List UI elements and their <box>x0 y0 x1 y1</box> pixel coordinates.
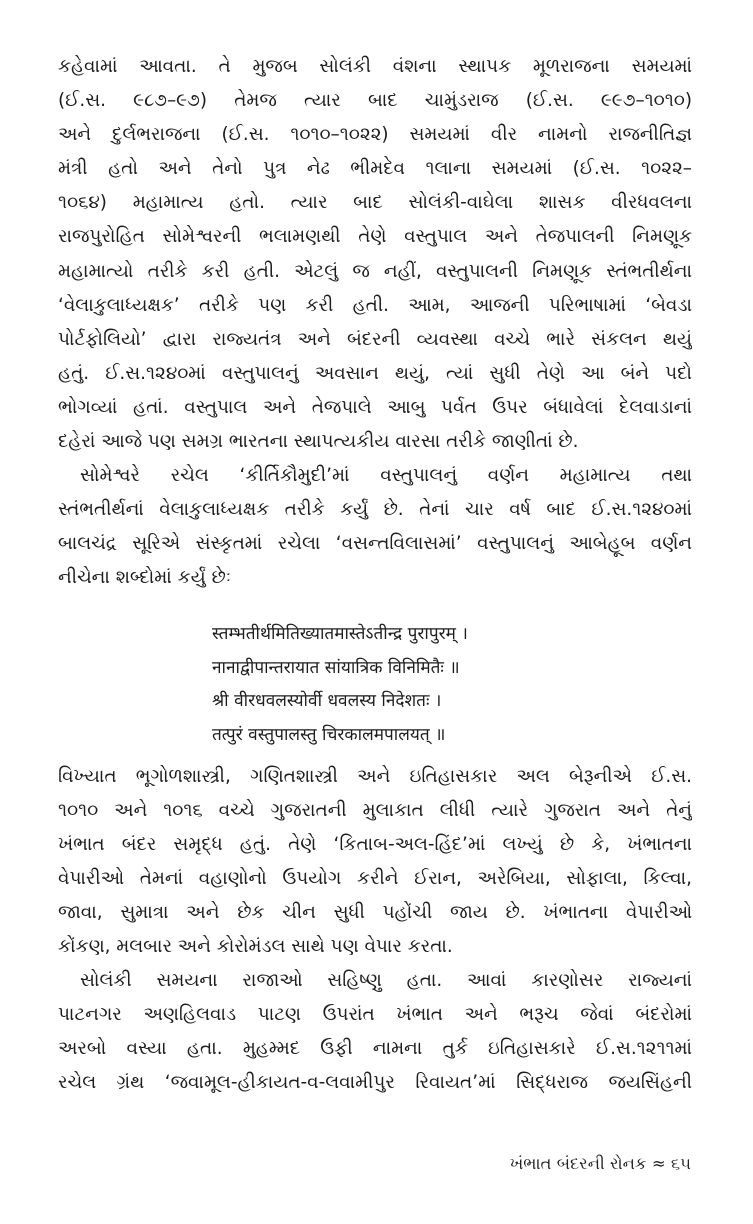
text-line: વેપારીઓ તેમનાં વહાણોનો ઉપયોગ કરીને ઈરાન, અરેબિયા, સોફાલા, કિલ્વા, <box>58 868 692 890</box>
text-line: મહામાત્યો તરીકે કરી હતી. એટલું જ નહીં, વસ્તુપાલની નિમણૂક સ્તંભતીર્થના <box>58 260 692 282</box>
text-line: ભોગવ્યાં હતાં. વસ્તુપાલ અને તેજપાલે આબુ પર્વત ઉપર બંધાવેલાં દેલવાડાનાં <box>58 396 692 418</box>
verse-line: तत्पुरं वस्तुपालस्तु चिरकालमपालयत् ॥ <box>212 724 446 745</box>
text-line: રાજપુરોહિત સોમેશ્વરની ભલામણથી તેણે વસ્તુપાલ અને તેજપાલની નિમણૂક <box>58 226 692 248</box>
text-line: સ્તંભતીર્થનાં વેલાકુલાધ્યક્ષક તરીકે કર્યું છે. તેનાં ચાર વર્ષ બાદ ઈ.સ.૧૨૪૦માં <box>58 499 692 521</box>
text-line: જાવા, સુમાત્રા અને છેક ચીન સુધી પહોંચી જાય છે. ખંભાતના વેપારીઓ <box>58 902 692 924</box>
text-line: ૧૦૬૪) મહામાત્ય હતો. ત્યાર બાદ સોલંકી-વાઘેલા શાસક વીરધવલના <box>58 192 692 214</box>
page-number: ૬૫ <box>670 1154 691 1173</box>
paragraph-1 <box>58 50 692 459</box>
text-line: સોલંકી સમયના રાજાઓ સહિષ્ણુ હતા. આવાં કારણોસર રાજ્યનાં <box>80 970 692 991</box>
text-line: કોંકણ, મલબાર અને કોરોમંડલ સાથે પણ વેપાર કરતા. <box>58 936 453 958</box>
text-line: હતું. ઈ.સ.૧૨૪૦માં વસ્તુપાલનું અવસાન થયું, ત્યાં સુધી તેણે આ બંને પદો <box>58 362 692 384</box>
sanskrit-verse <box>212 618 532 752</box>
running-title: ખંભાત બંદરની રોનક <box>509 1154 647 1173</box>
text-line: સોમેશ્વરે રચેલ ‘કીર્તિકૌમુદી’માં વસ્તુપાલનું વર્ણન મહામાત્ય તથા <box>80 465 692 486</box>
text-line: ખંભાત બંદર સમૃદ્ધ હતું. તેણે ‘કિતાબ-અલ-હિંદ’માં લખ્યું છે કે, ખંભાતના <box>58 834 692 856</box>
text-line: ‘વેલાકુલાધ્યક્ષક’ તરીકે પણ કરી હતી. આમ, આજની પરિભાષામાં ‘બેવડા <box>58 294 692 316</box>
text-line: ૧૦૧૦ અને ૧૦૧૬ વચ્ચે ગુજરાતની મુલાકાત લીધી ત્યારે ગુજરાત અને તેનું <box>58 800 692 822</box>
verse-line: स्तम्भतीर्थमितिख्यातमास्तेऽतीन्द्र पुरापुरम् । <box>212 624 468 644</box>
text-line: નીચેના શબ્દોમાં કર્યું છેઃ <box>58 567 231 589</box>
text-line: પાટનગર અણહિલવાડ પાટણ ઉપરાંત ખંભાત અને ભરૂચ જેવાં બંદરોમાં <box>58 1004 692 1026</box>
paragraph-2 <box>58 459 692 595</box>
text-line: પોર્ટફોલિયો’ દ્વારા રાજ્યતંત્ર અને બંદરની વ્યવસ્થા વચ્ચે ભારે સંકલન થયું <box>58 328 692 350</box>
page-footer <box>510 1154 691 1174</box>
text-line: વિખ્યાત ભૂગોળશાસ્ત્રી, ગણિતશાસ્ત્રી અને ઇતિહાસકાર અલ બેરૂનીએ ઈ.સ. <box>58 766 692 787</box>
verse-line: श्री वीरधवलस्योर्वी धवलस्य निदेशतः । <box>212 691 442 711</box>
paragraph-3 <box>58 760 692 965</box>
text-line: અને દુર્લભરાજના (ઈ.સ. ૧૦૧૦–૧૦૨૨) સમયમાં વીર નામનો રાજનીતિજ્ઞ <box>58 124 692 146</box>
text-line: બાલચંદ્ર સૂરિએ સંસ્કૃતમાં રચેલા ‘વસન્તવિલાસમાં’ વસ્તુપાલનું આબેહૂબ વર્ણન <box>58 533 692 555</box>
paragraph-4 <box>58 964 692 1100</box>
text-line: મંત્રી હતો અને તેનો પુત્ર નેઢ ભીમદેવ ૧લાના સમયમાં (ઈ.સ. ૧૦૨૨– <box>58 158 692 180</box>
text-line: રચેલ ગ્રંથ ‘જવામૂલ-હીકાયત-વ-લવામીપુર રિવાયત’માં સિદ્ધરાજ જયસિંહની <box>58 1072 692 1094</box>
text-line: અરબો વસ્યા હતા. મુહમ્મદ ઉફી નામના તુર્ક ઇતિહાસકારે ઈ.સ.૧૨૧૧માં <box>58 1038 692 1060</box>
text-line: (ઈ.સ. ૯૮૭–૯૭) તેમજ ત્યાર બાદ ચામુંડરાજ (ઈ.સ. ૯૯૭–૧૦૧૦) <box>58 90 692 112</box>
verse-line: नानाद्वीपान्तरायात सांयात्रिक विनिमितैः ॥ <box>212 657 460 678</box>
text-line: કહેવામાં આવતા. તે મુજબ સોલંકી વંશના સ્થાપક મૂળરાજના સમયમાં <box>58 56 692 77</box>
footer-separator: ≈ <box>651 1154 666 1173</box>
text-line: દહેરાં આજે પણ સમગ્ર ભારતના સ્થાપત્યકીય વારસા તરીકે જાણીતાં છે. <box>58 431 579 453</box>
